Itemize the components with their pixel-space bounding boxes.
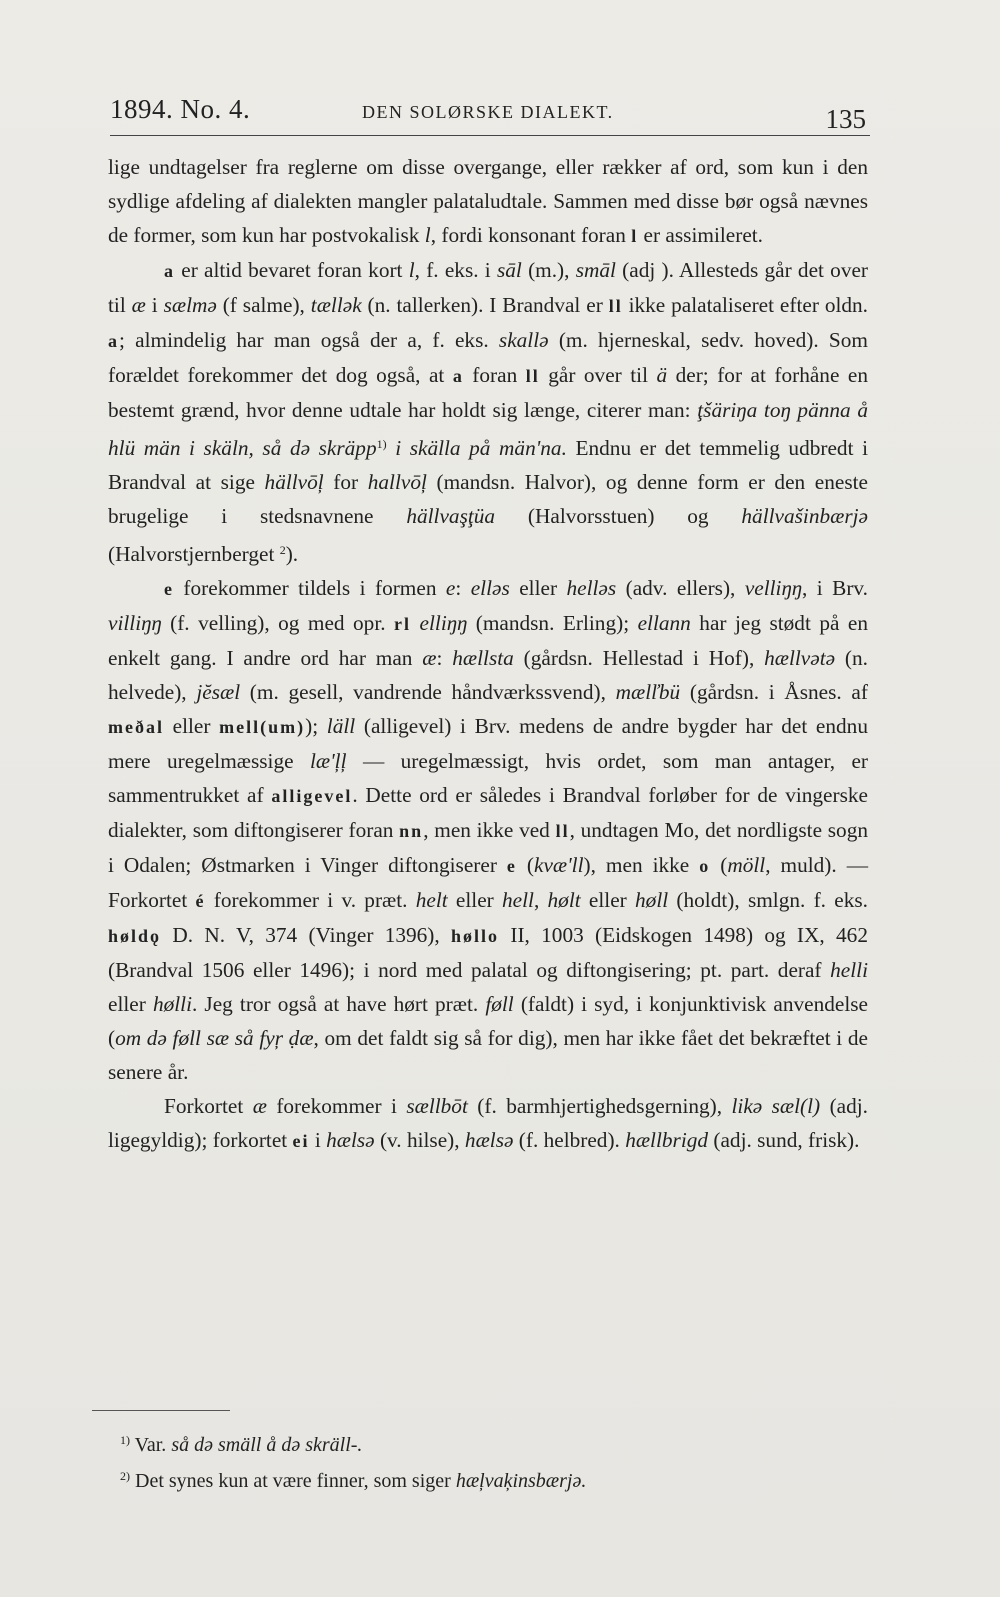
text-run: eller	[580, 888, 636, 912]
text-run: , f. eks. i	[414, 258, 497, 282]
italic-word: sāl	[496, 258, 522, 282]
footnote-rule	[92, 1410, 230, 1411]
italic-word: hällvašinbærjə	[741, 504, 868, 528]
spaced-word: o	[699, 856, 711, 876]
italic-word: kvæ'll	[534, 853, 584, 877]
footnote-ref: 1)	[376, 437, 387, 451]
text-run: (m. hjerneskal, sedv. hoved). Som forældet forekommer det dog også, at	[108, 328, 868, 387]
italic-word: føll	[485, 992, 514, 1016]
italic-word: sællbōt	[406, 1094, 468, 1118]
text-run: i	[145, 293, 164, 317]
text-run: :	[436, 646, 453, 670]
spaced-word: a	[108, 331, 119, 351]
text-run: (gårdsn. Hellestad i Hof),	[513, 646, 765, 670]
text-run: eller	[447, 888, 503, 912]
italic-word: helt	[415, 888, 448, 912]
text-run: lige undtagelser fra reglerne om disse overgange, eller rækker af ord, som kun i den sydlige afdeling af dialekten mangler palataludtale. Sammen med disse bør også nævnes de former, som kun har postvokalisk	[108, 155, 868, 247]
italic-word: helləs	[566, 576, 617, 600]
text-run: (adv. ellers),	[616, 576, 745, 600]
italic-word: hølt	[547, 888, 581, 912]
spaced-word: alligevel	[271, 786, 353, 806]
volume-issue: 1894. No. 4.	[110, 94, 251, 124]
text-run: , i Brv.	[802, 576, 869, 600]
italic-word: smāl	[575, 258, 616, 282]
footnotes	[120, 1425, 840, 1497]
text-run: (adj ). Allesteds går det over til	[108, 258, 869, 317]
spaced-word: høldǫ	[108, 926, 162, 946]
text-run: ).	[285, 542, 299, 566]
text-run: Endnu er det temmelig udbredt i Brandval at sige	[108, 436, 868, 494]
text-run: ,	[533, 888, 548, 912]
text-run: (alligevel) i Brv. medens de andre bygder har det endnu mere uregelmæssige	[108, 714, 868, 773]
italic-word: helli	[830, 958, 868, 982]
text-run: , muld). — Forkortet	[108, 853, 868, 912]
italic-word: æ	[131, 293, 146, 317]
italic-word: æ	[252, 1094, 267, 1118]
body-text	[108, 150, 868, 1158]
spaced-word: é	[195, 891, 206, 911]
text-run: eller	[163, 714, 220, 738]
text-run: , fordi konsonant foran	[430, 223, 632, 247]
text-run: (gårdsn. i Åsnes. af	[680, 680, 868, 704]
page-number: 135	[825, 104, 866, 134]
running-head	[110, 92, 880, 132]
italic-word: så də smäll å də skräll-.	[171, 1434, 363, 1456]
text-run: , om det faldt sig så for dig), men har ikke fået det bekræftet i de senere år.	[108, 1026, 868, 1084]
italic-word: hällvaşţüa	[406, 504, 496, 528]
text-run: (f. velling), og med opr.	[161, 611, 395, 635]
text-run: er altid bevaret foran kort	[175, 258, 409, 282]
text-run: (f. barmhjertighedsgerning),	[467, 1094, 732, 1118]
spaced-word: a	[164, 261, 175, 281]
italic-word: hællbrigd	[625, 1128, 709, 1152]
italic-word: hælsə	[464, 1128, 514, 1152]
italic-word: likə sæl(l)	[731, 1094, 821, 1118]
italic-word: hællvətə	[764, 646, 836, 670]
text-run: . Jeg tror også at have hørt præt.	[192, 992, 486, 1016]
spaced-word: ll	[525, 366, 540, 386]
text-run: forekommer tildels i formen	[174, 576, 446, 600]
italic-word: möll	[727, 853, 766, 877]
text-run: . Dette ord er således i Brandval forløber for de vingerske dialekter, som diftongiserer foran	[108, 783, 868, 842]
text-run: Forkortet	[164, 1094, 253, 1118]
italic-word: hällvōļ	[264, 470, 324, 494]
spaced-word: mell(um)	[219, 717, 306, 737]
paragraph-4	[108, 1089, 868, 1158]
text-run: der; for at forhåne en bestemt grænd, hvor denne udtale har holdt sig længe, citerer man:	[108, 363, 868, 422]
footnote-ref: 2	[279, 543, 286, 557]
footnote-mark: 1)	[120, 1433, 130, 1447]
paragraph-2	[108, 253, 868, 571]
text-run: (	[710, 853, 728, 877]
spaced-word: e	[506, 856, 517, 876]
text-run: (	[516, 853, 535, 877]
text-run: eller	[108, 992, 153, 1016]
spaced-word: rl	[394, 614, 412, 634]
text-run: forekommer i	[266, 1094, 407, 1118]
text-run: II, 1003 (Eidskogen 1498) og IX, 462 (Brandval 1506 eller 1496); i nord med palatal og diftongisering; pt. part. deraf	[108, 923, 868, 982]
text-run: er assimileret.	[638, 223, 764, 247]
italic-word: ellann	[637, 611, 691, 635]
text-run: går over til	[539, 363, 657, 387]
text-run: — uregelmæssigt, hvis ordet, som man antager, er sammentrukket af	[108, 749, 869, 807]
text-run: (n. helvede),	[108, 646, 869, 704]
spaced-word: ei	[292, 1131, 310, 1151]
text-run: (m. gesell, vandrende håndværkssvend),	[240, 680, 616, 704]
text-run	[387, 436, 396, 460]
text-run: (adj. ligegyldig); forkortet	[108, 1094, 869, 1152]
text-run: (f salme),	[216, 293, 311, 317]
text-run: har jeg stødt på en enkelt gang. I andre ord har man	[108, 611, 869, 670]
footnote-mark: 2)	[120, 1469, 130, 1483]
spaced-word: a	[452, 366, 464, 386]
spaced-word: nn	[399, 821, 424, 841]
text-run: (faldt) i syd, i konjunktivisk anvendelse (	[108, 992, 869, 1050]
text-run: eller	[509, 576, 567, 600]
footnote-1	[120, 1425, 840, 1461]
text-run: forekommer i v. præt.	[205, 888, 416, 912]
paragraph-1	[108, 150, 868, 253]
spaced-word: ll	[608, 296, 623, 316]
text-run: (v. hilse),	[374, 1128, 465, 1152]
italic-word: läll	[326, 714, 356, 738]
text-run: (mandsn. Erling);	[467, 611, 638, 635]
spaced-word: l	[631, 226, 639, 246]
italic-word: skallə	[498, 328, 549, 352]
text-run: (adj. sund, frisk).	[708, 1128, 860, 1152]
italic-word: velliŋŋ	[744, 576, 802, 600]
spaced-word: ll	[555, 821, 570, 841]
text-run: :	[455, 576, 471, 600]
paragraph-3	[108, 571, 868, 1089]
footnote-2	[120, 1461, 840, 1497]
text-run: (Halvorstjernberget	[108, 542, 280, 566]
text-run: );	[305, 714, 327, 738]
italic-word: hell	[502, 888, 534, 912]
italic-word: e	[445, 576, 456, 600]
text-run: ikke palataliseret efter oldn.	[622, 293, 869, 317]
italic-word: ţšäriŋa toŋ pänna å hlü män i skäln, så də skräpp	[108, 398, 868, 460]
text-run: (n. tallerken). I Brandval er	[361, 293, 609, 317]
text-run: , undtagen Mo, det nordligste sogn i Odalen; Østmarken i Vinger diftongiserer	[108, 818, 868, 877]
italic-word: ä	[656, 363, 668, 387]
italic-word: l	[424, 223, 431, 247]
text-run: (mandsn. Halvor), og denne form er den eneste brugelige i stedsnavnene	[108, 470, 868, 528]
italic-word: l	[408, 258, 415, 282]
italic-word: i skälla på män'na.	[395, 436, 567, 460]
text-run: foran	[463, 363, 526, 387]
text-run: i	[309, 1128, 327, 1152]
italic-word: om də føll sæ så fyŗ ḍæ	[115, 1026, 314, 1050]
italic-word: hællsta	[452, 646, 514, 670]
spaced-word: e	[164, 579, 174, 599]
italic-word: høll	[635, 888, 669, 912]
text-run: Var.	[130, 1434, 172, 1456]
text-run: ), men ikke	[583, 853, 700, 877]
italic-word: elləs	[470, 576, 510, 600]
text-run: for	[323, 470, 368, 494]
text-run: D. N. V, 374 (Vinger 1396),	[161, 923, 452, 947]
italic-word: jĕsæl	[196, 680, 241, 704]
running-title: DEN SOLØRSKE DIALEKT.	[362, 102, 614, 122]
text-run: (holdt), smlgn. f. eks.	[668, 888, 868, 912]
italic-word: tællək	[310, 293, 362, 317]
italic-word: hallvōļ	[367, 470, 427, 494]
italic-word: hæļvaķinsbærjə.	[455, 1470, 587, 1492]
text-run: (m.),	[521, 258, 576, 282]
italic-word: æ	[422, 646, 437, 670]
text-run: Det synes kun at være finner, som siger	[130, 1470, 456, 1492]
text-run: , men ikke ved	[423, 818, 556, 842]
text-run: (f. helbred).	[513, 1128, 626, 1152]
text-run	[411, 611, 419, 635]
spaced-word: høllo	[451, 926, 500, 946]
text-run: ; almindelig har man også der a, f. eks.	[119, 328, 499, 352]
italic-word: mælľbü	[615, 680, 681, 704]
text-run: (Halvorsstuen) og	[495, 504, 742, 528]
spaced-word: meðal	[108, 717, 164, 737]
header-rule	[110, 135, 870, 136]
italic-word: hølli	[152, 992, 192, 1016]
italic-word: sælmə	[163, 293, 217, 317]
italic-word: elliŋŋ	[419, 611, 468, 635]
italic-word: læ'ļļ	[310, 749, 347, 773]
italic-word: hælsə	[326, 1128, 375, 1152]
italic-word: villiŋŋ	[108, 611, 162, 635]
